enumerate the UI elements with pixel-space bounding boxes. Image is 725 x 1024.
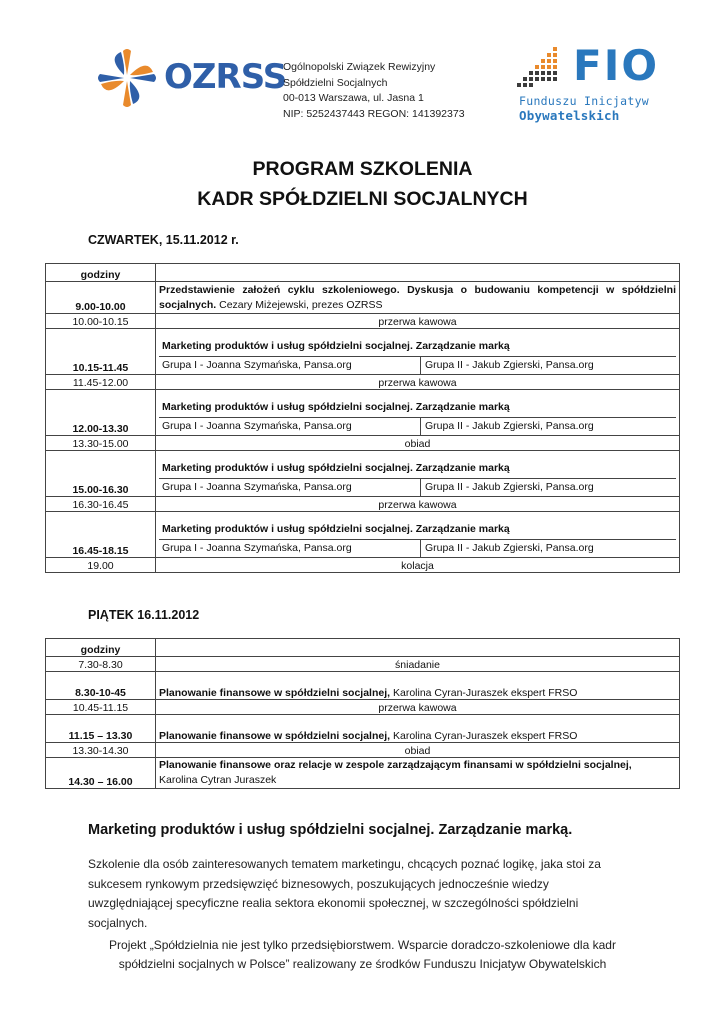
session-topic: Marketing produktów i usług spółdzielni socjalnej. Zarządzanie marką [159, 459, 676, 479]
group-1-trainer: Grupa I - Joanna Szymańska, Pansa.org [159, 540, 421, 557]
section-heading: Marketing produktów i usług spółdzielni socjalnej. Zarządzanie marką. [88, 822, 573, 838]
footer-line: spółdzielni socjalnych w Polsce” realizowany ze środków Funduszu Inicjatyw Obywatelskich [118, 957, 607, 971]
session-cell [156, 329, 680, 375]
address-line: NIP: 5252437443 REGON: 141392373 [283, 107, 465, 120]
session-speaker: Karolina Cyran-Juraszek ekspert FRSO [390, 687, 578, 699]
table-row [46, 700, 680, 715]
session-topic: Marketing produktów i usług spółdzielni socjalnej. Zarządzanie marką [159, 398, 676, 418]
session-topic: Planowanie finansowe oraz relacje w zespole zarządzającym finansami w spółdzielni socjalnej, [159, 759, 632, 771]
header-cell: godziny [46, 264, 156, 282]
session-topic: Marketing produktów i usług spółdzielni socjalnej. Zarządzanie marką [159, 520, 676, 540]
session-speaker: Karolina Cytran Juraszek [159, 774, 277, 786]
fio-logo [517, 41, 669, 127]
day1-label: CZWARTEK, 15.11.2012 r. [88, 233, 239, 247]
group-2-trainer: Grupa II - Jakub Zgierski, Pansa.org [425, 481, 594, 493]
group-2-trainer: Grupa II - Jakub Zgierski, Pansa.org [425, 359, 594, 371]
break-cell: przerwa kawowa [156, 314, 680, 329]
time-cell: 9.00-10.00 [46, 282, 156, 314]
table-row [46, 375, 680, 390]
table-row [46, 715, 680, 743]
session-topic: Przedstawienie założeń cyklu szkoleniowego. Dyskusja o budowaniu kompetencji w spółdzielni socjalnych. [159, 284, 676, 311]
dots-graph-icon [517, 45, 567, 91]
session-cell [156, 715, 680, 743]
time-cell: 14.30 – 16.00 [46, 758, 156, 789]
header-cell: godziny [46, 639, 156, 657]
group-1-trainer: Grupa I - Joanna Szymańska, Pansa.org [159, 357, 421, 374]
header-cell [156, 639, 680, 657]
project-footer [60, 936, 665, 974]
fio-logo-line1: Funduszu Inicjatyw [519, 94, 650, 108]
footer-line: Projekt „Spółdzielnia nie jest tylko przedsiębiorstwem. Wsparcie doradczo-szkoleniowe dla kadr [109, 938, 616, 952]
session-cell [156, 451, 680, 497]
session-topic: Marketing produktów i usług spółdzielni socjalnej. Zarządzanie marką [159, 337, 676, 357]
table-row [46, 512, 680, 558]
group-1-trainer: Grupa I - Joanna Szymańska, Pansa.org [159, 418, 421, 435]
table-row [46, 264, 680, 282]
group-1-trainer: Grupa I - Joanna Szymańska, Pansa.org [159, 479, 421, 496]
time-cell: 11.15 – 13.30 [46, 715, 156, 743]
table-row [46, 436, 680, 451]
time-cell: 12.00-13.30 [46, 390, 156, 436]
meal-cell: śniadanie [156, 657, 680, 672]
table-row [46, 758, 680, 789]
break-cell: przerwa kawowa [156, 700, 680, 715]
address-line: Spółdzielni Socjalnych [283, 76, 388, 89]
time-cell: 19.00 [46, 558, 156, 573]
session-cell [156, 672, 680, 700]
session-speaker: Karolina Cyran-Juraszek ekspert FRSO [390, 730, 578, 742]
time-cell: 10.45-11.15 [46, 700, 156, 715]
day1-schedule-table [45, 263, 680, 573]
time-cell: 15.00-16.30 [46, 451, 156, 497]
time-cell: 13.30-15.00 [46, 436, 156, 451]
session-speaker: Cezary Miżejewski, prezes OZRSS [216, 299, 383, 311]
time-cell: 8.30-10-45 [46, 672, 156, 700]
group-2-trainer: Grupa II - Jakub Zgierski, Pansa.org [425, 420, 594, 432]
session-cell [156, 390, 680, 436]
session-cell [156, 758, 680, 789]
page-title-line1: PROGRAM SZKOLENIA [252, 158, 473, 180]
table-row [46, 451, 680, 497]
header-cell [156, 264, 680, 282]
meal-cell: obiad [156, 743, 680, 758]
ozrss-logo [96, 47, 287, 109]
session-topic: Planowanie finansowe w spółdzielni socjalnej, [159, 687, 391, 699]
address-line: Ogólnopolski Związek Rewizyjny [283, 61, 436, 73]
table-row [46, 390, 680, 436]
address-line: 00-013 Warszawa, ul. Jasna 1 [283, 92, 424, 104]
time-cell: 10.15-11.45 [46, 329, 156, 375]
time-cell: 11.45-12.00 [46, 375, 156, 390]
table-row [46, 672, 680, 700]
table-row [46, 639, 680, 657]
ozrss-logo-text: OZRSS [164, 57, 287, 97]
table-row [46, 329, 680, 375]
session-cell [156, 282, 680, 314]
day2-schedule-table [45, 638, 680, 789]
break-cell: przerwa kawowa [156, 375, 680, 390]
time-cell: 13.30-14.30 [46, 743, 156, 758]
table-row [46, 497, 680, 512]
group-2-trainer: Grupa II - Jakub Zgierski, Pansa.org [425, 542, 594, 554]
fio-logo-line2: Obywatelskich [519, 108, 620, 123]
day2-label: PIĄTEK 16.11.2012 [88, 608, 200, 622]
meal-cell: kolacja [156, 558, 680, 573]
time-cell: 16.45-18.15 [46, 512, 156, 558]
organization-address [283, 60, 465, 122]
fio-logo-big-text: FIO [573, 41, 660, 90]
table-row [46, 282, 680, 314]
table-row [46, 314, 680, 329]
section-paragraph: Szkolenie dla osób zainteresowanych tematem marketingu, chcących poznać logikę, jaka stoi za sukcesem rynkowym przedsięwzięć biznesowych, poszukujących jednocześnie wiedzy uwzględniającej specyficzne realia sektora ekonomii społecznej, w szczególności spółdzielni socjalnych. [88, 857, 601, 930]
time-cell: 16.30-16.45 [46, 497, 156, 512]
session-topic: Planowanie finansowe w spółdzielni socjalnej, [159, 730, 391, 742]
table-row [46, 558, 680, 573]
table-row [46, 657, 680, 672]
session-cell [156, 512, 680, 558]
break-cell: obiad [156, 436, 680, 451]
page-title-line2: KADR SPÓŁDZIELNI SOCJALNYCH [197, 188, 528, 210]
time-cell: 7.30-8.30 [46, 657, 156, 672]
break-cell: przerwa kawowa [156, 497, 680, 512]
table-row [46, 743, 680, 758]
time-cell: 10.00-10.15 [46, 314, 156, 329]
